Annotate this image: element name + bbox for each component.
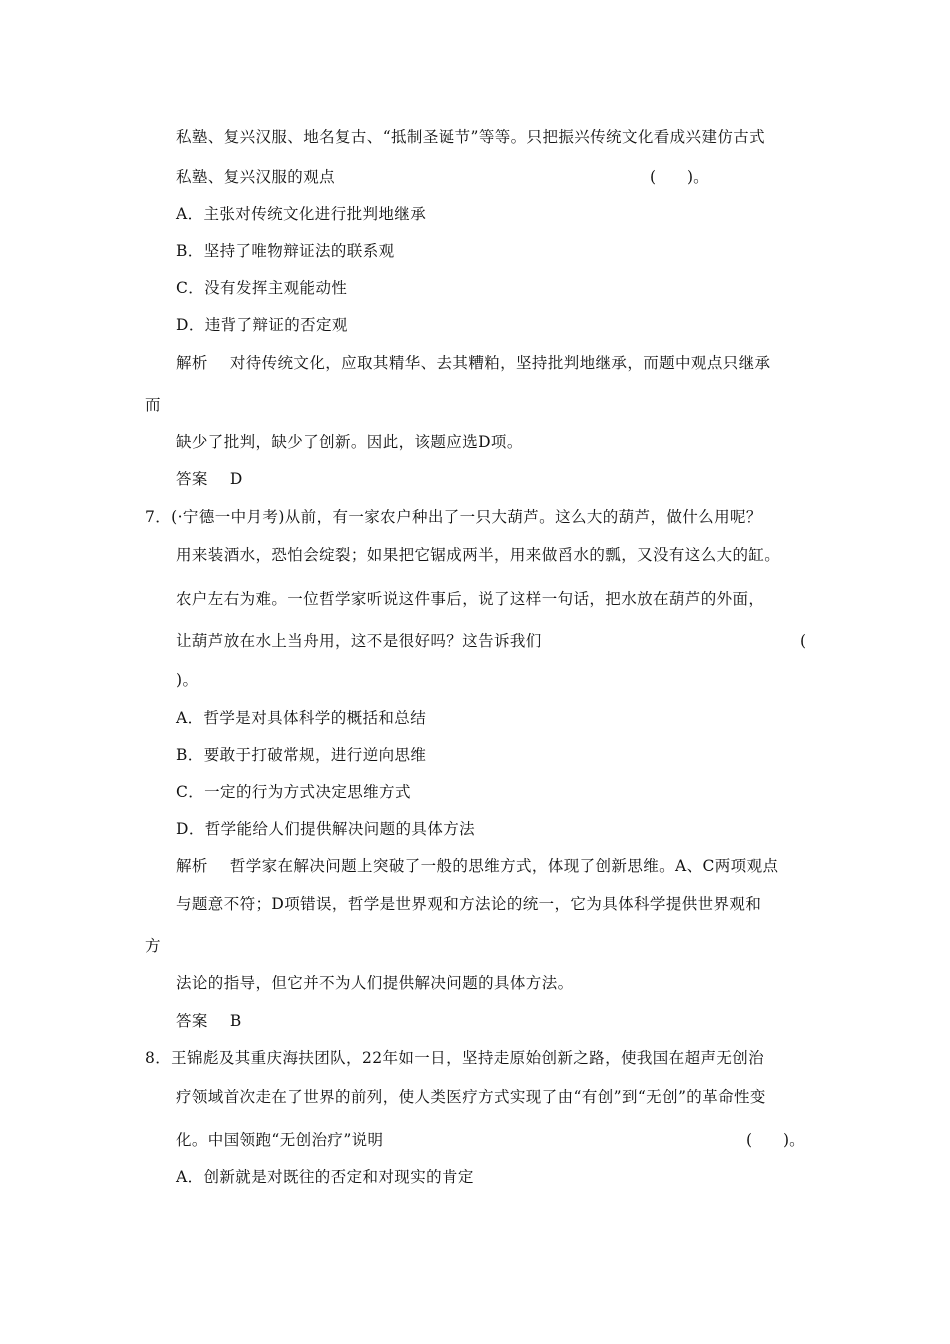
q7-analysis-label: 解析 xyxy=(176,857,208,875)
q7-paren-close: )。 xyxy=(176,671,199,689)
q8-answer-paren: ( )。 xyxy=(746,1131,805,1149)
q6-analysis-line-2: 而 xyxy=(145,396,161,414)
q6-option-d: D．违背了辩证的否定观 xyxy=(176,316,348,334)
q7-stem-line-4: 让葫芦放在水上当舟用，这不是很好吗？这告诉我们 xyxy=(176,632,542,650)
q6-analysis-line-1 xyxy=(176,353,770,373)
q6-analysis-text-1: 对待传统文化，应取其精华、去其糟粕，坚持批判地继承，而题中观点只继承 xyxy=(229,354,771,372)
q7-option-a: A．哲学是对具体科学的概括和总结 xyxy=(176,709,427,727)
q6-option-c: C．没有发挥主观能动性 xyxy=(176,279,348,297)
q7-answer-label: 答案 xyxy=(176,1012,208,1030)
q7-analysis-line-4: 法论的指导，但它并不为人们提供解决问题的具体方法。 xyxy=(176,974,574,992)
q7-paren-open: ( xyxy=(800,632,807,650)
q7-stem-line-1: 7．(·宁德一中月考)从前，有一家农户种出了一只大葫芦。这么大的葫芦，做什么用呢？ xyxy=(145,508,762,526)
q7-answer-value: B xyxy=(229,1012,242,1030)
q7-analysis-text-1: 哲学家在解决问题上突破了一般的思维方式，体现了创新思维。A、C两项观点 xyxy=(229,857,779,875)
q8-stem-line-1: 8．王锦彪及其重庆海扶团队，22年如一日，坚持走原始创新之路，使我国在超声无创治 xyxy=(145,1049,765,1067)
q6-stem-line-1: 私塾、复兴汉服、地名复古、“抵制圣诞节”等等。只把振兴传统文化看成兴建仿古式 xyxy=(176,128,766,146)
q6-answer-paren: ( )。 xyxy=(650,168,709,186)
q6-answer-value: D xyxy=(229,470,243,488)
q6-stem-line-2: 私塾、复兴汉服的观点 xyxy=(176,168,336,186)
q8-stem-line-2: 疗领域首次走在了世界的前列，使人类医疗方式实现了由“有创”到“无创”的革命性变 xyxy=(176,1088,766,1106)
q8-stem-line-3: 化。中国领跑“无创治疗”说明 xyxy=(176,1131,384,1149)
q6-answer xyxy=(176,469,243,489)
q7-analysis-line-2: 与题意不符；D项错误，哲学是世界观和方法论的统一，它为具体科学提供世界观和 xyxy=(176,895,762,913)
q6-analysis-line-3: 缺少了批判，缺少了创新。因此，该题应选D项。 xyxy=(176,433,523,451)
q7-option-d: D．哲学能给人们提供解决问题的具体方法 xyxy=(176,820,476,838)
q7-stem-line-2: 用来装酒水，恐怕会绽裂；如果把它锯成两半，用来做舀水的瓢，又没有这么大的缸。 xyxy=(176,546,781,564)
q7-stem-line-3: 农户左右为难。一位哲学家听说这件事后，说了这样一句话，把水放在葫芦的外面， xyxy=(176,590,765,608)
q7-answer xyxy=(176,1011,242,1031)
q7-option-b: B．要敢于打破常规，进行逆向思维 xyxy=(176,746,427,764)
q7-option-c: C．一定的行为方式决定思维方式 xyxy=(176,783,411,801)
q8-option-a: A．创新就是对既往的否定和对现实的肯定 xyxy=(176,1168,474,1186)
q6-answer-label: 答案 xyxy=(176,470,208,488)
q6-option-b: B．坚持了唯物辩证法的联系观 xyxy=(176,242,395,260)
q7-analysis-line-3: 方 xyxy=(145,937,161,955)
q6-option-a: A．主张对传统文化进行批判地继承 xyxy=(176,205,427,223)
q7-analysis-line-1 xyxy=(176,856,778,876)
q6-analysis-label: 解析 xyxy=(176,354,208,372)
